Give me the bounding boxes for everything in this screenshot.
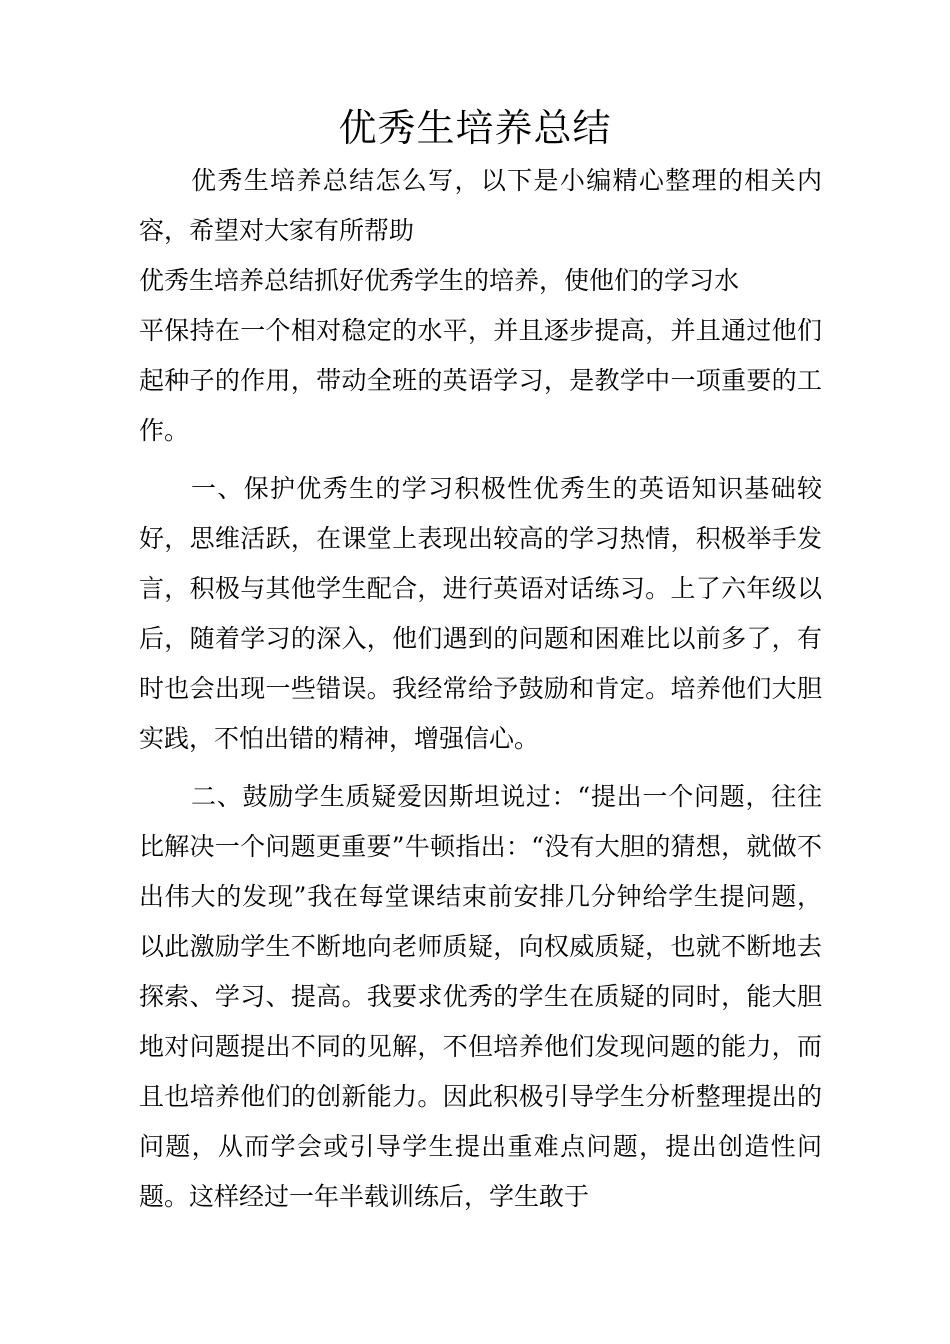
intro-paragraph: 优秀生培养总结怎么写，以下是小编精心整理的相关内容，希望对大家有所帮助 [139, 166, 822, 245]
document-body [139, 156, 822, 1222]
body-paragraph-1: 优秀生培养总结抓好优秀学生的培养，使他们的学习水 [139, 266, 740, 295]
section-1-paragraph: 一、保护优秀生的学习积极性优秀生的英语知识基础较好，思维活跃，在课堂上表现出较高的学习热情，积极举手发言，积极与其他学生配合，进行英语对话练习。上了六年级以后，随着学习的深入，他们遇到的问题和困难比以前多了，有时也会出现一些错误。我经常给予鼓励和肯定。培养他们大胆实践，不怕出错的精神，增强信心。 [139, 474, 822, 753]
body-paragraph-2: 平保持在一个相对稳定的水平，并且逐步提高，并且通过他们起种子的作用，带动全班的英语学习，是教学中一项重要的工作。 [139, 316, 822, 445]
document-title: 优秀生培养总结 [338, 106, 612, 150]
section-2-paragraph: 二、鼓励学生质疑爱因斯坦说过：“提出一个问题，往往比解决一个问题更重要”牛顿指出：“没有大胆的猜想，就做不出伟大的发现”我在每堂课结束前安排几分钟给学生提问题，以此激励学生不断地向老师质疑，向权威质疑，也就不断地去探索、学习、提高。我要求优秀的学生在质疑的同时，能大胆地对问题提出不同的见解，不但培养他们发现问题的能力，而且也培养他们的创新能力。因此积极引导学生分析整理提出的问题，从而学会或引导学生提出重难点问题，提出创造性问题。这样经过一年半载训练后，学生敢于 [139, 782, 822, 1211]
